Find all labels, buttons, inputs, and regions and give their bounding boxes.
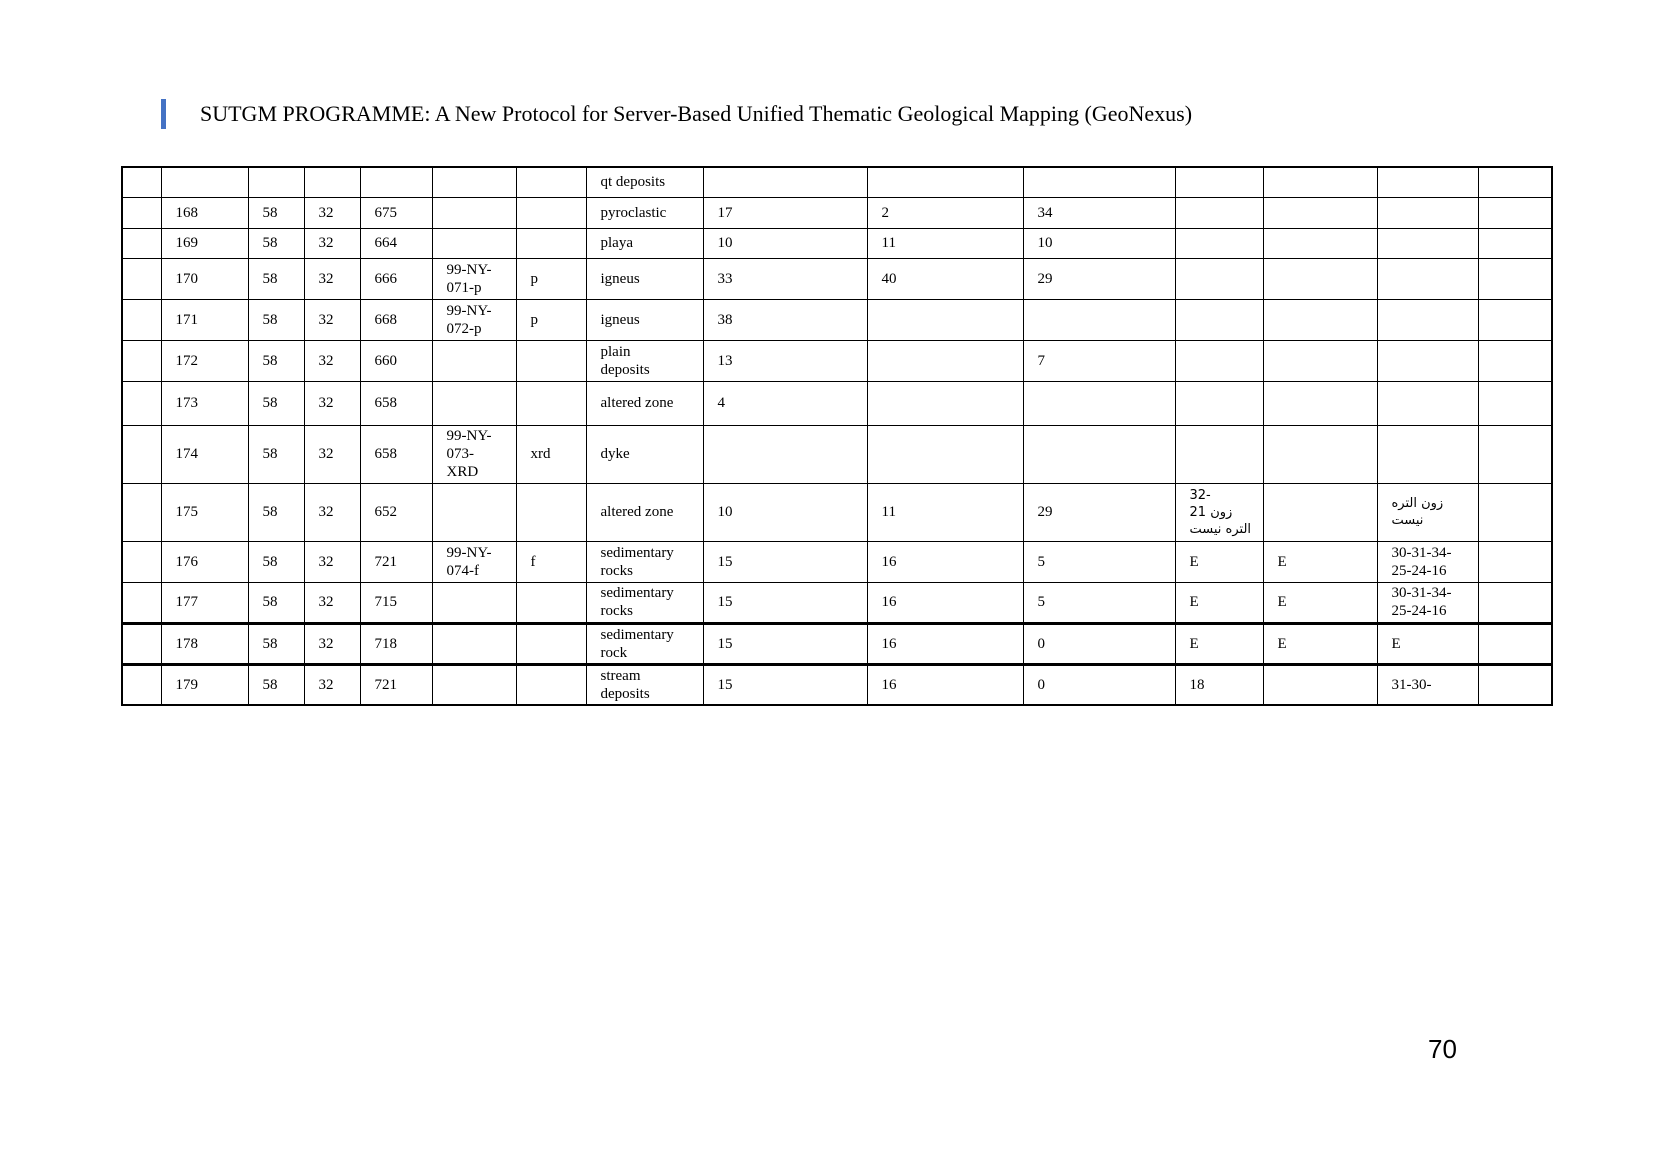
table-cell: 16	[867, 664, 1023, 705]
table-cell: E	[1263, 541, 1377, 582]
table-cell: 7	[1023, 340, 1175, 381]
table-cell: 40	[867, 258, 1023, 299]
data-table	[121, 166, 1553, 706]
table-cell	[1175, 167, 1263, 197]
table-cell: 32	[304, 340, 360, 381]
table-cell: 99-NY- 074-f	[432, 541, 516, 582]
table-cell	[1377, 197, 1478, 228]
table-cell	[122, 623, 161, 664]
table-cell: 0	[1023, 664, 1175, 705]
table-cell: 32	[304, 582, 360, 623]
table-cell: 168	[161, 197, 248, 228]
table-row	[122, 664, 1552, 705]
table-cell	[1263, 258, 1377, 299]
table-cell: 32	[304, 381, 360, 425]
table-cell: 30-31-34- 25-24-16	[1377, 582, 1478, 623]
table-cell	[1175, 381, 1263, 425]
table-cell: 32	[304, 664, 360, 705]
table-cell: 179	[161, 664, 248, 705]
table-cell: 174	[161, 425, 248, 483]
table-cell	[432, 340, 516, 381]
table-cell: plain deposits	[586, 340, 703, 381]
table-row	[122, 483, 1552, 541]
table-cell: 32	[304, 299, 360, 340]
table-cell	[516, 340, 586, 381]
table-cell	[1175, 340, 1263, 381]
table-cell	[1478, 483, 1552, 541]
table-cell	[122, 483, 161, 541]
table-cell: 13	[703, 340, 867, 381]
table-cell: 32	[304, 483, 360, 541]
table-cell	[1263, 381, 1377, 425]
table-cell	[867, 381, 1023, 425]
header-accent-bar	[161, 99, 166, 129]
table-cell	[432, 483, 516, 541]
table-cell	[1377, 258, 1478, 299]
table-cell	[1478, 299, 1552, 340]
table-cell: 11	[867, 483, 1023, 541]
table-cell	[1478, 541, 1552, 582]
table-cell: E	[1263, 582, 1377, 623]
table-cell	[1263, 167, 1377, 197]
table-cell: 721	[360, 664, 432, 705]
table-cell	[1377, 167, 1478, 197]
table-cell	[1175, 299, 1263, 340]
table-cell	[1377, 340, 1478, 381]
table-cell	[1263, 197, 1377, 228]
table-cell: 15	[703, 582, 867, 623]
table-cell: 171	[161, 299, 248, 340]
table-cell: 17	[703, 197, 867, 228]
table-cell: 658	[360, 381, 432, 425]
table-cell	[1023, 299, 1175, 340]
table-cell: 10	[1023, 228, 1175, 258]
table-cell	[432, 664, 516, 705]
table-cell	[1263, 425, 1377, 483]
table-cell: 177	[161, 582, 248, 623]
table-cell: 652	[360, 483, 432, 541]
table-cell: f	[516, 541, 586, 582]
table-cell: E	[1175, 541, 1263, 582]
table-cell	[867, 167, 1023, 197]
table-cell: qt deposits	[586, 167, 703, 197]
table-cell: زون التره نيست	[1377, 483, 1478, 541]
table-cell	[432, 167, 516, 197]
table-cell: 15	[703, 623, 867, 664]
table-cell	[1478, 664, 1552, 705]
table-cell: 10	[703, 483, 867, 541]
table-cell	[122, 340, 161, 381]
table-cell	[703, 167, 867, 197]
table-cell: 15	[703, 664, 867, 705]
table-cell: 11	[867, 228, 1023, 258]
table-cell	[1478, 340, 1552, 381]
table-cell	[516, 197, 586, 228]
table-cell: 30-31-34- 25-24-16	[1377, 541, 1478, 582]
table-row	[122, 197, 1552, 228]
table-cell	[1377, 381, 1478, 425]
table-cell	[1023, 167, 1175, 197]
table-cell: 29	[1023, 258, 1175, 299]
table-cell	[432, 197, 516, 228]
table-cell	[1175, 258, 1263, 299]
table-cell	[867, 299, 1023, 340]
table-cell: sedimentary rocks	[586, 582, 703, 623]
table-cell	[1377, 299, 1478, 340]
table-cell: 16	[867, 582, 1023, 623]
table-cell	[516, 483, 586, 541]
table-row	[122, 381, 1552, 425]
table-cell: igneus	[586, 258, 703, 299]
table-cell: 715	[360, 582, 432, 623]
table-cell	[516, 582, 586, 623]
table-cell: p	[516, 258, 586, 299]
table-cell: 172	[161, 340, 248, 381]
table-cell	[122, 167, 161, 197]
table-cell	[1478, 167, 1552, 197]
table-cell	[1023, 381, 1175, 425]
table-cell	[1377, 228, 1478, 258]
table-cell	[1478, 381, 1552, 425]
table-cell: 32	[304, 425, 360, 483]
table-cell	[867, 340, 1023, 381]
table-cell: E	[1377, 623, 1478, 664]
table-row	[122, 623, 1552, 664]
page-title: SUTGM PROGRAMME: A New Protocol for Server-Based Unified Thematic Geological Mapping (GeoNexus)	[200, 101, 1193, 126]
table-cell	[516, 228, 586, 258]
table-cell: 58	[248, 483, 304, 541]
table-row	[122, 258, 1552, 299]
table-cell: 58	[248, 381, 304, 425]
table-cell	[1478, 197, 1552, 228]
table-cell: 173	[161, 381, 248, 425]
page-header	[161, 98, 1192, 130]
table-cell	[1263, 299, 1377, 340]
table-cell: 32	[304, 228, 360, 258]
table-cell: 5	[1023, 541, 1175, 582]
table-cell: 31-30-	[1377, 664, 1478, 705]
table-cell	[1023, 425, 1175, 483]
table-cell: 58	[248, 623, 304, 664]
table-cell: 58	[248, 299, 304, 340]
table-cell: 178	[161, 623, 248, 664]
table-cell	[1263, 340, 1377, 381]
table-cell	[1175, 197, 1263, 228]
table-cell: 5	[1023, 582, 1175, 623]
table-cell: 176	[161, 541, 248, 582]
table-cell: 32	[304, 623, 360, 664]
table-cell	[122, 258, 161, 299]
table-cell: 32	[304, 541, 360, 582]
table-cell: playa	[586, 228, 703, 258]
table-cell	[1175, 228, 1263, 258]
table-cell	[1263, 483, 1377, 541]
table-cell: 4	[703, 381, 867, 425]
table-row	[122, 425, 1552, 483]
table-cell: sedimentary rocks	[586, 541, 703, 582]
table-row	[122, 299, 1552, 340]
table-cell: 721	[360, 541, 432, 582]
table-cell	[122, 541, 161, 582]
table-row	[122, 167, 1552, 197]
table-cell: 16	[867, 541, 1023, 582]
table-cell: 33	[703, 258, 867, 299]
table-cell: 169	[161, 228, 248, 258]
table-cell: E	[1175, 623, 1263, 664]
table-cell	[161, 167, 248, 197]
table-cell: 38	[703, 299, 867, 340]
table-cell: 660	[360, 340, 432, 381]
table-cell	[1263, 664, 1377, 705]
table-cell	[122, 582, 161, 623]
table-cell	[432, 623, 516, 664]
table-cell: stream deposits	[586, 664, 703, 705]
table-cell: xrd	[516, 425, 586, 483]
table-cell	[1478, 582, 1552, 623]
table-cell: igneus	[586, 299, 703, 340]
table-cell: 718	[360, 623, 432, 664]
table-cell	[867, 425, 1023, 483]
table-row	[122, 582, 1552, 623]
table-cell	[1377, 425, 1478, 483]
table-cell: dyke	[586, 425, 703, 483]
table-cell: 170	[161, 258, 248, 299]
table-row	[122, 228, 1552, 258]
table-cell: E	[1263, 623, 1377, 664]
table-cell: 32- 21 زون التره نيست	[1175, 483, 1263, 541]
table-cell	[248, 167, 304, 197]
table-cell	[1478, 425, 1552, 483]
table-cell: 58	[248, 541, 304, 582]
table-cell	[122, 228, 161, 258]
table-cell	[122, 425, 161, 483]
table-cell	[122, 299, 161, 340]
table-cell	[516, 167, 586, 197]
table-cell	[703, 425, 867, 483]
page-number: 70	[1428, 1034, 1457, 1064]
table-cell: 32	[304, 197, 360, 228]
table-cell: pyroclastic	[586, 197, 703, 228]
table-cell: 0	[1023, 623, 1175, 664]
table-cell: 664	[360, 228, 432, 258]
table-cell	[1263, 228, 1377, 258]
table-cell: 675	[360, 197, 432, 228]
table-cell: 10	[703, 228, 867, 258]
table-cell: 58	[248, 258, 304, 299]
table-body	[122, 167, 1552, 705]
table-cell: 34	[1023, 197, 1175, 228]
table-cell: sedimentary rock	[586, 623, 703, 664]
table-cell: 18	[1175, 664, 1263, 705]
table-cell: altered zone	[586, 381, 703, 425]
table-cell: 2	[867, 197, 1023, 228]
table-cell	[1175, 425, 1263, 483]
table-row	[122, 340, 1552, 381]
table-cell	[432, 228, 516, 258]
table-cell: 99-NY- 073- XRD	[432, 425, 516, 483]
table-cell	[516, 623, 586, 664]
table-cell	[516, 664, 586, 705]
table-cell: 668	[360, 299, 432, 340]
table-cell	[122, 381, 161, 425]
table-row	[122, 541, 1552, 582]
table-cell: 666	[360, 258, 432, 299]
table-cell: altered zone	[586, 483, 703, 541]
table-cell	[122, 664, 161, 705]
table-cell	[1478, 228, 1552, 258]
table-cell: 175	[161, 483, 248, 541]
table-cell	[516, 381, 586, 425]
table-cell	[432, 582, 516, 623]
table-cell	[122, 197, 161, 228]
table-cell	[432, 381, 516, 425]
table-cell: 58	[248, 228, 304, 258]
table-cell: 58	[248, 582, 304, 623]
table-cell: 58	[248, 197, 304, 228]
table-cell: 15	[703, 541, 867, 582]
table-cell: 99-NY- 072-p	[432, 299, 516, 340]
table-cell: 32	[304, 258, 360, 299]
table-cell	[304, 167, 360, 197]
table-cell: 99-NY- 071-p	[432, 258, 516, 299]
table-cell: 658	[360, 425, 432, 483]
table-cell: E	[1175, 582, 1263, 623]
table-cell: 58	[248, 664, 304, 705]
table-cell: 16	[867, 623, 1023, 664]
table-cell: 58	[248, 425, 304, 483]
table-cell: p	[516, 299, 586, 340]
table-cell	[1478, 623, 1552, 664]
table-cell: 29	[1023, 483, 1175, 541]
table-cell: 58	[248, 340, 304, 381]
table-cell	[1478, 258, 1552, 299]
table-cell	[360, 167, 432, 197]
